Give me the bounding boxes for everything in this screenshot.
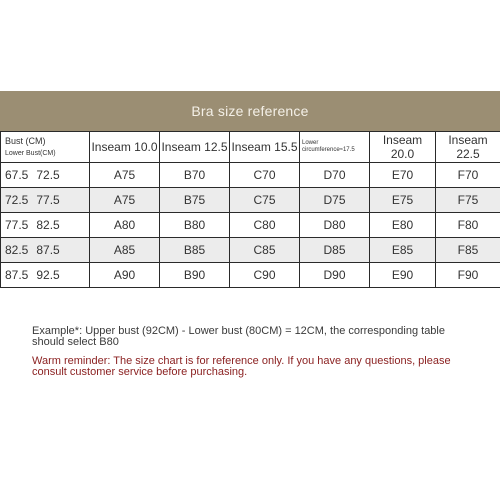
chart-title: Bra size reference xyxy=(191,103,309,119)
lower-bust: 82.5 xyxy=(36,218,60,232)
table-row xyxy=(1,238,500,263)
lower-bust: 72.5 xyxy=(36,168,60,182)
size-cell: B75 xyxy=(160,188,230,213)
bust-range-cell xyxy=(1,163,90,188)
size-cell: F85 xyxy=(436,238,500,263)
upper-bust: 77.5 xyxy=(5,218,29,232)
size-cell: D70 xyxy=(300,163,370,188)
header-lower-bust-label: Lower Bust(CM) xyxy=(5,150,56,157)
size-cell: C75 xyxy=(230,188,300,213)
bust-range-cell xyxy=(1,238,90,263)
table-row xyxy=(1,213,500,238)
example-note: Example*: Upper bust (92CM) - Lower bust (80CM) = 12CM, the corresponding table should select B80 xyxy=(32,325,445,348)
size-cell: A80 xyxy=(90,213,160,238)
size-cell: E85 xyxy=(370,238,436,263)
size-cell: B80 xyxy=(160,213,230,238)
size-cell: D80 xyxy=(300,213,370,238)
bust-range-cell xyxy=(1,188,90,213)
size-cell: F80 xyxy=(436,213,500,238)
size-cell: F75 xyxy=(436,188,500,213)
size-cell: B85 xyxy=(160,238,230,263)
size-cell: C70 xyxy=(230,163,300,188)
size-cell: C90 xyxy=(230,263,300,288)
header-col-3: Inseam 15.5 xyxy=(230,132,300,163)
size-cell: B90 xyxy=(160,263,230,288)
size-table xyxy=(0,131,500,288)
table-row xyxy=(1,188,500,213)
header-col-2: Inseam 12.5 xyxy=(160,132,230,163)
size-cell: E90 xyxy=(370,263,436,288)
size-cell: D90 xyxy=(300,263,370,288)
bust-range-cell xyxy=(1,263,90,288)
table-row xyxy=(1,263,500,288)
size-cell: E80 xyxy=(370,213,436,238)
size-cell: C80 xyxy=(230,213,300,238)
upper-bust: 82.5 xyxy=(5,243,29,257)
upper-bust: 72.5 xyxy=(5,193,29,207)
header-col-4-label: Lower circumference≈17.5 xyxy=(302,140,355,153)
size-cell: D85 xyxy=(300,238,370,263)
warm-reminder-note: Warm reminder: The size chart is for reference only. If you have any questions, please consult customer service before purchasing. xyxy=(32,355,451,378)
upper-bust: 67.5 xyxy=(5,168,29,182)
header-col-4 xyxy=(300,132,370,163)
header-bust xyxy=(1,132,90,163)
size-cell: E70 xyxy=(370,163,436,188)
header-col-5: Inseam 20.0 xyxy=(370,132,436,163)
size-cell: A90 xyxy=(90,263,160,288)
upper-bust: 87.5 xyxy=(5,268,29,282)
size-cell: F70 xyxy=(436,163,500,188)
size-cell: A75 xyxy=(90,188,160,213)
size-cell: B70 xyxy=(160,163,230,188)
size-cell: A85 xyxy=(90,238,160,263)
table-header-row xyxy=(1,132,500,163)
lower-bust: 87.5 xyxy=(36,243,60,257)
size-cell: A75 xyxy=(90,163,160,188)
table-row xyxy=(1,163,500,188)
header-bust-label: Bust (CM) xyxy=(5,136,46,146)
lower-bust: 77.5 xyxy=(36,193,60,207)
header-col-1: Inseam 10.0 xyxy=(90,132,160,163)
size-cell: F90 xyxy=(436,263,500,288)
header-col-6: Inseam 22.5 xyxy=(436,132,500,163)
chart-title-bar xyxy=(0,91,500,131)
size-cell: D75 xyxy=(300,188,370,213)
size-cell: C85 xyxy=(230,238,300,263)
bust-range-cell xyxy=(1,213,90,238)
lower-bust: 92.5 xyxy=(36,268,60,282)
size-cell: E75 xyxy=(370,188,436,213)
